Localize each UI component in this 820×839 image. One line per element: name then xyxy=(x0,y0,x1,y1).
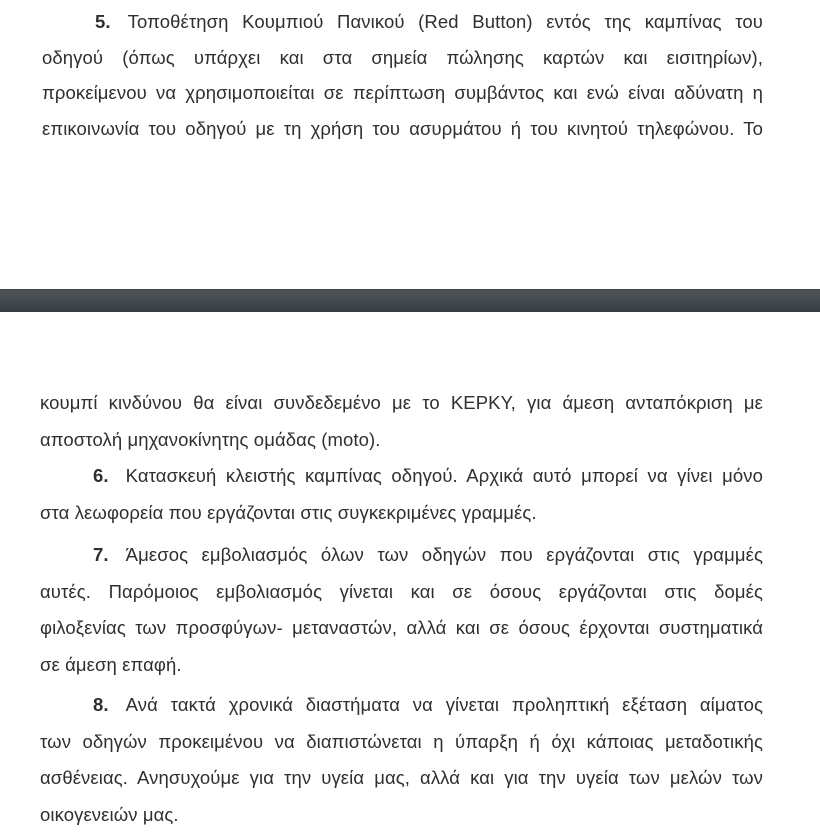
text-line: φιλοξενίας των προσφύγων- μεταναστών, αλλά και σε όσους έρχονται συστηματικά xyxy=(40,617,763,638)
text-line: των οδηγών προκειμένου να διαπιστώνεται η ύπαρξη ή όχι κάποιας μεταδοτικής xyxy=(40,730,763,752)
text-line: 8. Ανά τακτά χρονικά διαστήματα να γίνεται προληπτική εξέταση αίματος xyxy=(93,694,763,715)
document-page-2 xyxy=(0,312,820,833)
paragraph-number: 5. xyxy=(95,11,111,32)
text-line: αποστολή μηχανοκίνητης ομάδας (moto). xyxy=(40,428,381,450)
paragraph-continuation xyxy=(40,385,763,458)
text-line: 5. Τοποθέτηση Κουμπιού Πανικού (Red Button) εντός της καμπίνας του xyxy=(95,11,763,32)
text-line: ασθένειας. Ανησυχούμε για την υγεία μας, αλλά και για την υγεία των μελών των xyxy=(40,767,763,788)
text-line: οικογενειών μας. xyxy=(40,803,179,825)
paragraph-number: 8. xyxy=(93,694,109,715)
document-page-1 xyxy=(0,0,820,289)
page-separator xyxy=(0,289,820,312)
paragraph-5 xyxy=(42,4,763,146)
text-line: κουμπί κινδύνου θα είναι συνδεδεμένο με το ΚΕΡΚΥ, για άμεση ανταπόκριση με xyxy=(40,392,763,413)
paragraph-7 xyxy=(40,537,763,683)
text-line: σε άμεση επαφή. xyxy=(40,653,182,675)
paragraph-6 xyxy=(40,458,763,531)
text-line: στα λεωφορεία που εργάζονται στις συγκεκριμένες γραμμές. xyxy=(40,501,537,523)
text-line: οδηγού (όπως υπάρχει και στα σημεία πώλησης καρτών και εισιτηρίων), xyxy=(42,46,763,68)
paragraph-number: 6. xyxy=(93,465,109,486)
text-line: 7. Άμεσος εμβολιασμός όλων των οδηγών που εργάζονται στις γραμμές xyxy=(93,544,763,565)
paragraph-8 xyxy=(40,687,763,833)
text-line: επικοινωνία του οδηγού με τη χρήση του ασυρμάτου ή του κινητού τηλεφώνου. Το xyxy=(42,117,763,139)
paragraph-number: 7. xyxy=(93,544,109,565)
text-line: προκείμενου να χρησιμοποιείται σε περίπτωση συμβάντος και ενώ είναι αδύνατη η xyxy=(42,82,763,103)
text-line: 6. Κατασκευή κλειστής καμπίνας οδηγού. Αρχικά αυτό μπορεί να γίνει μόνο xyxy=(93,465,763,486)
text-line: αυτές. Παρόμοιος εμβολιασμός γίνεται και σε όσους εργάζονται στις δομές xyxy=(40,580,763,602)
